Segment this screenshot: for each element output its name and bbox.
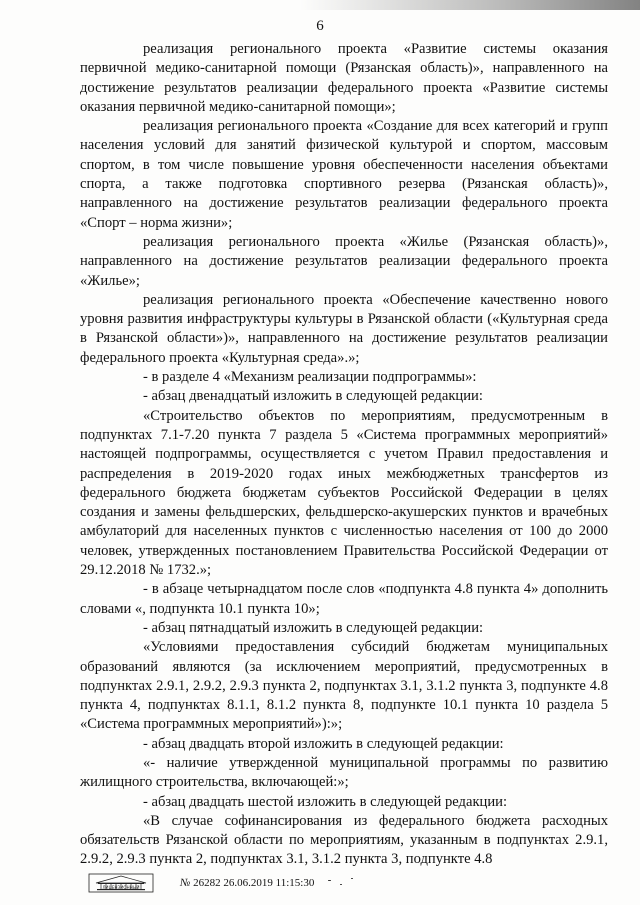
paragraph-1: реализация регионального проекта «Развитие системы оказания первичной медико-санитарной помощи (Рязанская область)», направленного на достижение результатов реализации федерального проекта «Развитие системы оказания первичной медико-санитарной помощи»; [80, 41, 608, 115]
body-text [80, 40, 608, 870]
paragraph-12: «- наличие утвержденной муниципальной программы по развитию жилищного строительства, включающей:»; [80, 754, 608, 791]
scan-speck [351, 878, 353, 879]
paragraph-8: - в абзаце четырнадцатом после слов «подпункта 4.8 пункта 4» дополнить словами «, подпункта 10.1 пункта 10»; [80, 581, 608, 617]
reg-number-sign: № [180, 877, 191, 889]
page-number: 6 [316, 18, 324, 34]
reg-datetime: 26.06.2019 11:15:30 [223, 877, 315, 889]
reg-number: 26282 [193, 877, 221, 889]
paragraph-3: реализация регионального проекта «Жилье (Рязанская область)», направленного на достижение результатов реализации федерального проекта «Жилье»; [80, 233, 608, 289]
paragraph-10: «Условиями предоставления субсидий бюджетам муниципальных образований являются (за исключением мероприятий, предусмотренных в подпунктах 2.9.1, 2.9.2, 2.9.3 пункта 2, подпунктах 3.1, 3.1.2 пункта 3, подпункте 4.8 пункта 4, подпунктах 8.1.1, 8.1.2 пункта 8, подпункте 10.1 пункта 10 раздела 5 «Система программных мероприятий»):»; [80, 639, 608, 733]
registration-footer [88, 873, 388, 895]
paragraph-14: «В случае софинансирования из федерального бюджета расходных обязательств Рязанской области по мероприятиям, указанным в подпунктах 2.9.1, 2.9.2, 2.9.3 пункта 2, подпунктах 3.1, 3.1.2 пункта 3, подпункте 4.8 [80, 812, 608, 868]
seal-caption: ЛИЦЕНЗИОННЫЙ [102, 885, 140, 890]
paragraph-4: реализация регионального проекта «Обеспечение качественно нового уровня развития инфраструктуры культуры в Рязанской области («Культурная среда в Рязанской области»)», направленного на достижение результатов реализации федерального проекта «Культурная среда».»; [80, 291, 608, 366]
paragraph-9: - абзац пятнадцатый изложить в следующей редакции: [143, 619, 484, 636]
registration-stamp [180, 877, 314, 889]
building-seal-icon [88, 873, 154, 893]
paragraph-11: - абзац двадцать второй изложить в следующей редакции: [143, 735, 504, 752]
paragraph-6: - абзац двенадцатый изложить в следующей редакции: [143, 388, 483, 405]
paragraph-5: - в разделе 4 «Механизм реализации подпрограммы»: [143, 369, 477, 386]
paragraph-13: - абзац двадцать шестой изложить в следующей редакции: [143, 793, 508, 810]
paragraph-7: «Строительство объектов по мероприятиям, предусмотренным в подпунктах 7.1-7.20 пункта 7 раздела 5 «Система программных мероприятий» настоящей подпрограммы, осуществляется с учетом Правил предоставления и распределения в 2019-2020 годах иных межбюджетных трансфертов из федерального бюджета бюджетам субъектов Российской Федерации в целях создания и замены фельдшерских, фельдшерско-акушерских пунктов и врачебных амбулаторий для населенных пунктов с численностью населения от 100 до 2000 человек, утвержденных постановлением Правительства Российской Федерации от 29.12.2018 № 1732.»; [80, 407, 608, 579]
scan-speck [340, 884, 342, 885]
scan-shadow [300, 0, 640, 10]
scan-speck [328, 880, 331, 881]
paragraph-2: реализация регионального проекта «Создание для всех категорий и групп населения условий для занятий физической культурой и спортом, массовым спортом, в том числе повышение уровня обеспеченности населения объектами спорта, а также подготовка спортивного резерва (Рязанская область)», направленного на достижение результатов реализации федерального проекта «Спорт – норма жизни»; [80, 118, 608, 231]
